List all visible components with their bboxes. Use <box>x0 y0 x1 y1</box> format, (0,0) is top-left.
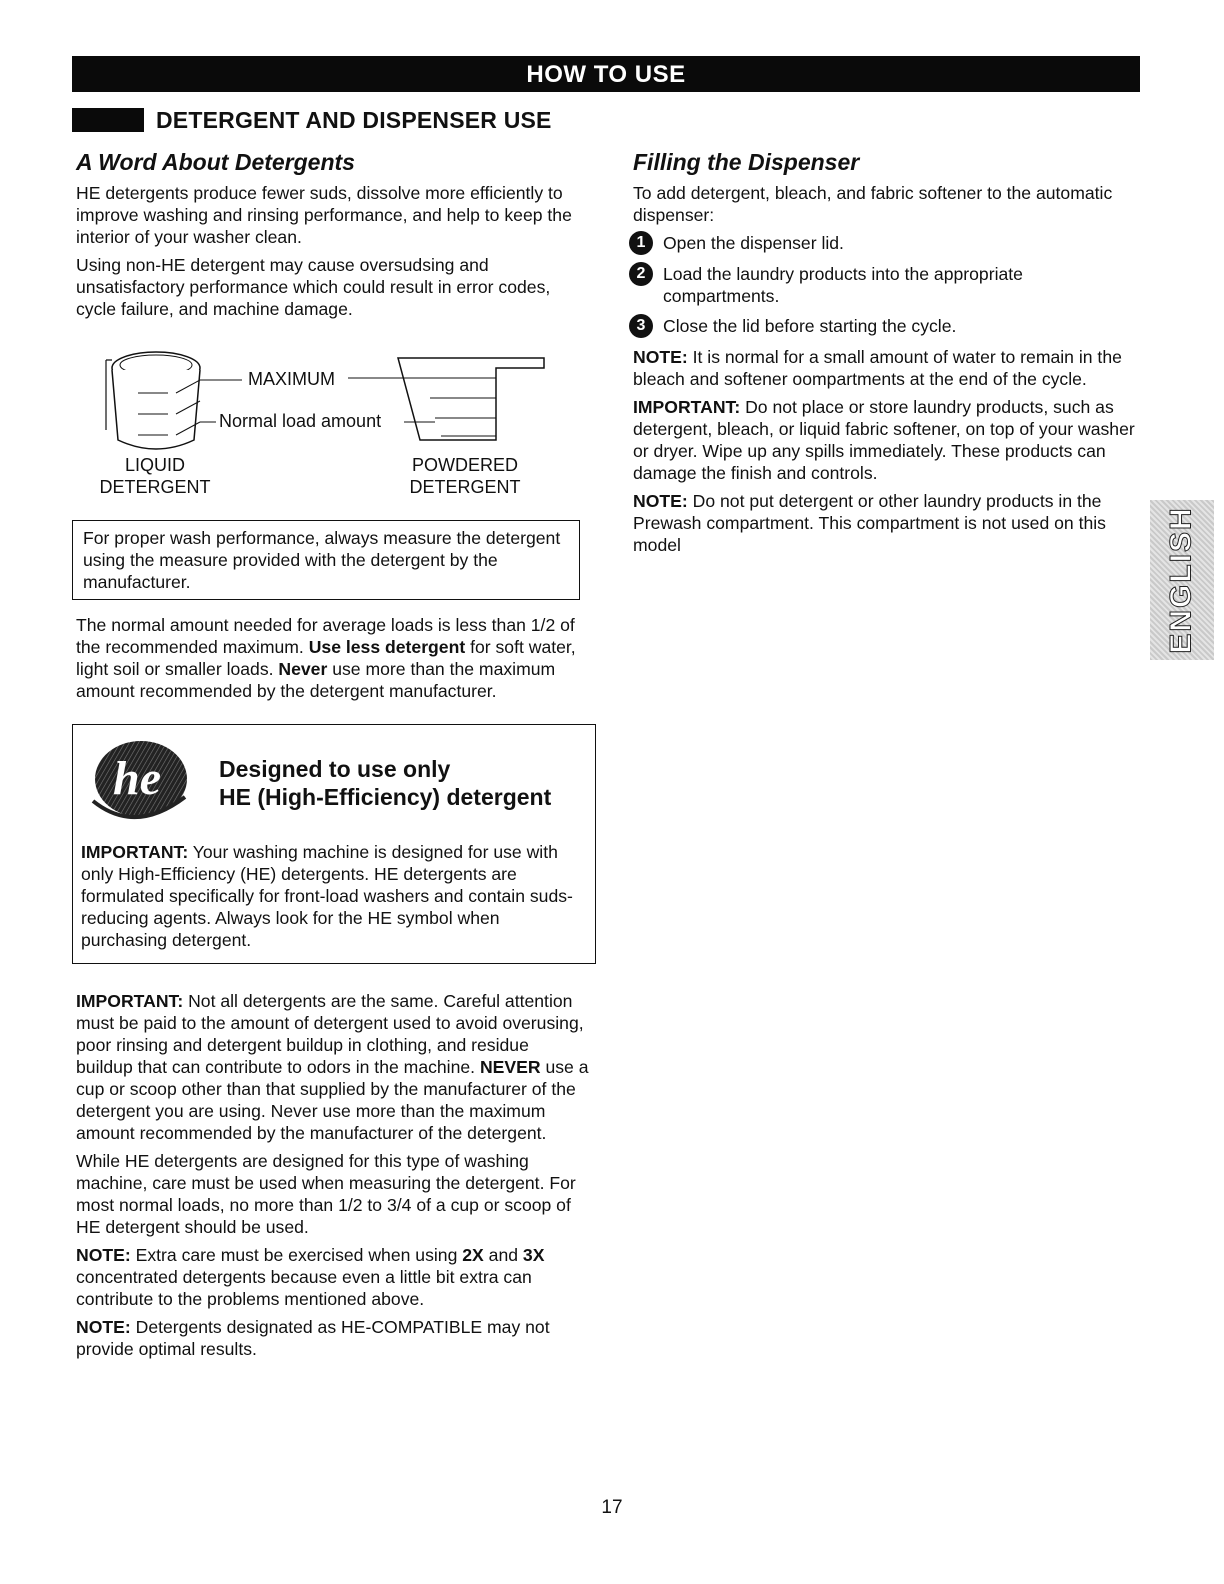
normal-load-label: Normal load amount <box>219 411 382 431</box>
powdered-label-line2: DETERGENT <box>409 477 521 497</box>
he-title-line2: HE (High-Efficiency) detergent <box>219 784 552 810</box>
note-label: NOTE: <box>633 491 688 511</box>
step-number-icon: 2 <box>629 262 653 286</box>
he-box-title <box>219 755 551 811</box>
step-item <box>629 315 1143 338</box>
note-paragraph <box>76 1316 590 1360</box>
he-detergent-box <box>72 724 596 964</box>
note-paragraph <box>633 490 1143 556</box>
text-run: Not all detergents are the same. Careful attention must be paid to the amount of detergent used to avoid overusing, poor rinsing and detergent buildup in clothing, and residue buildup that can contribute to odors in the machine. <box>76 991 584 1077</box>
measure-cup-illustration <box>76 338 596 468</box>
text-run: for soft water, light soil or smaller loads. <box>76 637 576 679</box>
liquid-label-line2: DETERGENT <box>99 477 211 497</box>
text-run: Extra care must be exercised when using <box>130 1245 463 1265</box>
normal-amount-paragraph <box>76 614 590 702</box>
maximum-label: MAXIMUM <box>248 369 335 389</box>
note-paragraph <box>76 1244 590 1310</box>
text-run: and <box>483 1245 523 1265</box>
svg-text:he: he <box>113 752 161 805</box>
bold-run: 2X <box>462 1245 484 1265</box>
how-to-use-banner: HOW TO USE <box>72 56 1140 92</box>
dispenser-heading: Filling the Dispenser <box>633 149 860 175</box>
note-paragraph <box>633 346 1143 390</box>
important-label: IMPORTANT: <box>633 397 741 417</box>
liquid-label-line1: LIQUID <box>124 455 185 475</box>
important-label: IMPORTANT: <box>76 991 184 1011</box>
powdered-detergent-label <box>396 454 534 498</box>
bold-run: Never <box>278 659 328 679</box>
step-text: Load the laundry products into the appropriate compartments. <box>663 264 1023 306</box>
step-text: Open the dispenser lid. <box>663 233 844 253</box>
important-paragraph <box>76 990 590 1144</box>
text-run: It is normal for a small amount of water to remain in the bleach and softener oompartments at the end of the cycle. <box>633 347 1122 389</box>
step-number-icon: 3 <box>629 314 653 338</box>
he-title-line1: Designed to use only <box>219 756 451 782</box>
text-run: Your washing machine is designed for use with only High-Efficiency (HE) detergents. HE detergents are formulated specifically for front-load washers and contain suds-reducing agents. Always look for the HE symbol when purchasing detergent. <box>81 842 573 950</box>
language-tab-label: ENGLISH <box>1165 506 1199 654</box>
paragraph: To add detergent, bleach, and fabric softener to the automatic dispenser: <box>633 183 1113 225</box>
left-column <box>76 148 590 1366</box>
detergents-heading: A Word About Detergents <box>76 149 355 175</box>
text-run: use a cup or scoop other than that supplied by the manufacturer of the detergent you are using. Never use more than the maximum amount recommended by the manufacturer of the detergent. <box>76 1057 589 1143</box>
text-run: Detergents designated as HE-COMPATIBLE may not provide optimal results. <box>76 1317 550 1359</box>
paragraph: While HE detergents are designed for this type of washing machine, care must be used when measuring the detergent. For most normal loads, no more than 1/2 to 3/4 of a cup or scoop of HE detergent should be used. <box>76 1151 576 1237</box>
section-title: DETERGENT AND DISPENSER USE <box>156 106 552 133</box>
liquid-detergent-label <box>96 454 214 498</box>
measure-diagram <box>76 338 596 508</box>
text-run: concentrated detergents because even a little bit extra can contribute to the problems mentioned above. <box>76 1267 532 1309</box>
step-text: Close the lid before starting the cycle. <box>663 316 957 336</box>
he-box-text <box>81 841 587 951</box>
he-logo-icon <box>85 739 195 827</box>
step-number-icon: 1 <box>629 231 653 255</box>
paragraph: HE detergents produce fewer suds, dissolve more efficiently to improve washing and rinsing performance, and help to keep the interior of your washer clean. <box>76 183 572 247</box>
step-item <box>629 232 1143 255</box>
note-label: NOTE: <box>76 1317 131 1337</box>
note-label: NOTE: <box>633 347 688 367</box>
paragraph: Using non-HE detergent may cause oversudsing and unsatisfactory performance which could result in error codes, cycle failure, and machine damage. <box>76 255 551 319</box>
text-run: Do not put detergent or other laundry products in the Prewash compartment. This compartment is not used on this model <box>633 491 1106 555</box>
bold-run: Use less detergent <box>308 637 466 657</box>
bold-run: 3X <box>522 1245 545 1265</box>
step-item <box>629 263 1143 307</box>
important-label: IMPORTANT: <box>81 842 189 862</box>
language-tab <box>1150 500 1214 660</box>
section-marker <box>72 108 144 132</box>
right-column <box>633 148 1143 562</box>
powdered-label-line1: POWDERED <box>411 455 518 475</box>
text-run: Do not place or store laundry products, such as detergent, bleach, or liquid fabric softener, on top of your washer or dryer. Wipe up any spills immediately. These products can damage the finish and controls. <box>633 397 1135 483</box>
important-paragraph <box>633 396 1143 484</box>
section-heading <box>72 106 552 134</box>
text-run: use more than the maximum amount recommended by the detergent manufacturer. <box>76 659 556 701</box>
page-number: 17 <box>601 1497 623 1518</box>
bold-run: NEVER <box>479 1057 541 1077</box>
measure-notice-box: For proper wash performance, always measure the detergent using the measure provided with the detergent by the manufacturer. <box>72 520 580 600</box>
note-label: NOTE: <box>76 1245 131 1265</box>
text-run: The normal amount needed for average loads is less than 1/2 of the recommended maximum. <box>76 615 575 657</box>
